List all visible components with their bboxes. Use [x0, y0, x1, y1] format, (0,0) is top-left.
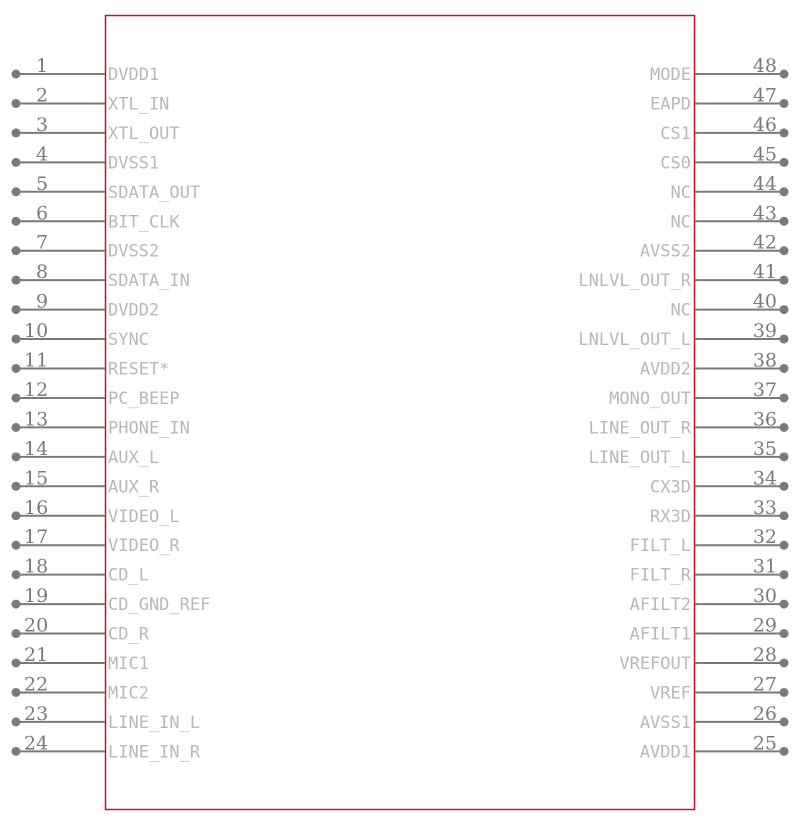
- pin-number: 39: [752, 320, 777, 343]
- pin-end-dot: [12, 335, 21, 344]
- left-pin: [12, 438, 160, 468]
- pin-end-dot: [12, 629, 21, 638]
- left-pin: [12, 291, 160, 321]
- pin-end-dot: [780, 423, 789, 432]
- pin-number: 45: [752, 143, 777, 166]
- pin-number: 22: [24, 673, 49, 696]
- left-pin: [12, 84, 170, 114]
- pin-number: 4: [36, 143, 49, 166]
- pin-number: 46: [752, 113, 777, 136]
- pin-number: 33: [752, 496, 777, 519]
- pin-name: LINE_OUT_R: [588, 418, 691, 439]
- right-pin: [671, 202, 789, 232]
- left-pin: [12, 556, 149, 586]
- pin-number: 11: [24, 349, 49, 372]
- left-pin: [12, 408, 190, 438]
- pin-name: CD_R: [108, 624, 149, 645]
- right-pin: [578, 320, 788, 350]
- pin-name: BIT_CLK: [108, 212, 180, 233]
- pin-end-dot: [12, 570, 21, 579]
- pin-number: 26: [752, 702, 777, 725]
- pin-number: 19: [24, 585, 49, 608]
- pin-number: 17: [24, 526, 49, 549]
- pin-name: AVDD1: [639, 742, 691, 763]
- pin-name: VREFOUT: [619, 654, 691, 674]
- pin-number: 7: [36, 231, 49, 254]
- pin-name: DVSS1: [108, 153, 160, 174]
- right-pin: [660, 114, 788, 144]
- pin-number: 27: [752, 673, 777, 696]
- pin-number: 12: [24, 378, 49, 401]
- pin-number: 9: [36, 290, 49, 313]
- pin-number: 47: [752, 84, 777, 107]
- pin-number: 34: [752, 467, 777, 490]
- pin-end-dot: [12, 423, 21, 432]
- pin-end-dot: [12, 747, 21, 756]
- right-pin: [671, 291, 789, 321]
- left-pin: [12, 261, 190, 291]
- pin-name: DVSS2: [108, 241, 160, 262]
- right-pin: [640, 350, 789, 380]
- pin-number: 40: [752, 290, 777, 313]
- pin-name: FILT_R: [629, 565, 691, 586]
- pin-name: MIC2: [108, 683, 149, 704]
- pin-number: 23: [24, 702, 49, 725]
- right-pin: [671, 173, 789, 203]
- right-pin: [640, 732, 789, 762]
- pin-name: DVDD1: [108, 65, 160, 85]
- pin-end-dot: [12, 276, 21, 285]
- pin-end-dot: [12, 600, 21, 609]
- pin-number: 28: [752, 644, 777, 666]
- pin-end-dot: [12, 70, 21, 79]
- right-pin: [650, 467, 788, 497]
- pin-name: AVDD2: [639, 359, 691, 380]
- pin-end-dot: [780, 688, 789, 697]
- pin-name: LINE_OUT_L: [588, 447, 691, 468]
- pin-end-dot: [780, 158, 789, 167]
- pin-number: 24: [24, 732, 49, 755]
- pin-name: MONO_OUT: [609, 388, 691, 409]
- right-pin: [630, 526, 789, 556]
- right-pin: [578, 261, 788, 291]
- pin-name: EAPD: [650, 94, 691, 115]
- left-pin: [12, 615, 150, 645]
- pin-end-dot: [780, 452, 789, 461]
- pin-name: LINE_IN_R: [108, 742, 201, 763]
- pin-end-dot: [12, 717, 21, 726]
- pin-number: 15: [24, 467, 49, 490]
- left-pin: [12, 526, 181, 556]
- left-pin: [12, 585, 211, 615]
- right-pin: [589, 438, 789, 468]
- left-pin: [12, 379, 180, 409]
- pin-number: 18: [24, 555, 49, 578]
- pin-number: 44: [752, 172, 777, 195]
- pin-end-dot: [780, 600, 789, 609]
- pin-number: 5: [36, 172, 49, 195]
- pin-number: 48: [752, 55, 777, 77]
- pin-number: 1: [36, 55, 49, 77]
- pin-end-dot: [780, 246, 789, 255]
- pin-name: LINE_IN_L: [108, 712, 201, 733]
- ic-body-outline: [106, 16, 695, 810]
- pin-name: RX3D: [650, 506, 691, 527]
- pin-name: XTL_OUT: [108, 123, 180, 144]
- pin-name: AFILT2: [629, 595, 691, 616]
- pin-number: 43: [752, 202, 777, 225]
- pin-name: CS0: [660, 153, 691, 174]
- pin-name: LNLVL_OUT_R: [578, 271, 691, 292]
- right-pin: [609, 379, 788, 409]
- pin-name: SDATA_IN: [108, 271, 190, 292]
- pin-end-dot: [12, 659, 21, 668]
- pin-name: NC: [670, 300, 691, 321]
- left-pin: [12, 232, 160, 262]
- pin-name: MODE: [650, 65, 691, 85]
- pin-end-dot: [780, 570, 789, 579]
- pin-end-dot: [780, 393, 789, 402]
- left-pin: [12, 114, 180, 144]
- right-pin: [589, 408, 789, 438]
- pin-number: 13: [24, 408, 49, 431]
- left-pin: [12, 350, 170, 380]
- pin-name: AVSS1: [639, 712, 691, 733]
- pin-name: AUX_L: [108, 447, 160, 468]
- pin-name: SYNC: [108, 330, 149, 351]
- pin-name: AFILT1: [629, 624, 691, 645]
- pin-end-dot: [780, 747, 789, 756]
- pin-name: RESET*: [108, 359, 170, 380]
- pin-name: CD_L: [108, 565, 149, 586]
- pin-name: CD_GND_REF: [108, 595, 211, 616]
- pin-number: 31: [752, 555, 777, 578]
- pin-name: NC: [670, 182, 691, 203]
- left-pin: [12, 202, 181, 232]
- pin-name: FILT_L: [629, 536, 691, 557]
- pin-name: LNLVL_OUT_L: [578, 330, 691, 351]
- pin-name: CS1: [660, 123, 691, 144]
- pin-number: 21: [24, 644, 49, 666]
- pin-number: 37: [752, 378, 777, 401]
- right-pin: [630, 615, 789, 645]
- pin-number: 2: [36, 84, 49, 107]
- pin-end-dot: [780, 70, 789, 79]
- right-pin: [640, 232, 789, 262]
- pin-end-dot: [780, 629, 789, 638]
- right-pin: [650, 497, 788, 527]
- pin-number: 14: [24, 437, 49, 460]
- pin-end-dot: [780, 335, 789, 344]
- pin-end-dot: [780, 482, 789, 491]
- pin-name: MIC1: [108, 654, 149, 674]
- pin-number: 10: [24, 320, 49, 343]
- pin-end-dot: [12, 364, 21, 373]
- pin-end-dot: [12, 511, 21, 520]
- pin-number: 35: [752, 437, 777, 460]
- left-pin: [12, 467, 160, 497]
- pin-number: 41: [752, 261, 777, 284]
- pin-end-dot: [780, 717, 789, 726]
- left-pin: [12, 644, 149, 674]
- pin-number: 25: [752, 732, 777, 755]
- right-pin: [630, 556, 789, 586]
- pin-name: SDATA_OUT: [108, 182, 201, 203]
- pin-name: DVDD2: [108, 300, 160, 321]
- pin-end-dot: [12, 688, 21, 697]
- pin-end-dot: [12, 217, 21, 226]
- left-pin: [12, 55, 160, 85]
- left-pin-group: [12, 55, 211, 762]
- pin-number: 29: [752, 614, 777, 637]
- pin-end-dot: [12, 99, 21, 108]
- pin-name: PC_BEEP: [108, 388, 180, 409]
- pin-end-dot: [780, 187, 789, 196]
- pin-end-dot: [12, 482, 21, 491]
- pin-number: 3: [36, 113, 49, 136]
- pin-end-dot: [780, 276, 789, 285]
- pin-end-dot: [12, 393, 21, 402]
- right-pin: [630, 585, 789, 615]
- pin-number: 8: [36, 261, 49, 284]
- right-pin: [660, 143, 788, 173]
- right-pin-group: [578, 55, 788, 762]
- right-pin: [650, 673, 788, 703]
- pin-end-dot: [780, 511, 789, 520]
- pin-end-dot: [780, 364, 789, 373]
- pin-name: PHONE_IN: [108, 418, 190, 439]
- pin-end-dot: [780, 305, 789, 314]
- pin-name: AVSS2: [639, 241, 691, 262]
- pin-number: 20: [24, 614, 49, 637]
- right-pin: [619, 644, 788, 674]
- pin-end-dot: [12, 158, 21, 167]
- pin-name: NC: [670, 212, 691, 233]
- left-pin: [12, 320, 149, 350]
- pin-name: VREF: [650, 683, 691, 704]
- right-pin: [650, 84, 788, 114]
- pin-number: 38: [752, 349, 777, 372]
- right-pin: [650, 55, 788, 85]
- pin-name: AUX_R: [108, 477, 160, 498]
- pin-end-dot: [12, 128, 21, 137]
- left-pin: [12, 143, 160, 173]
- pin-end-dot: [780, 541, 789, 550]
- pin-end-dot: [12, 541, 21, 550]
- pin-end-dot: [12, 246, 21, 255]
- right-pin: [640, 703, 789, 733]
- pin-end-dot: [780, 99, 789, 108]
- pin-number: 32: [752, 526, 777, 549]
- pin-name: CX3D: [650, 477, 691, 498]
- pin-number: 36: [752, 408, 777, 431]
- pin-end-dot: [12, 452, 21, 461]
- pin-end-dot: [780, 128, 789, 137]
- left-pin: [12, 497, 180, 527]
- pin-end-dot: [780, 659, 789, 668]
- pin-end-dot: [12, 305, 21, 314]
- left-pin: [12, 673, 149, 703]
- pin-end-dot: [12, 187, 21, 196]
- pin-number: 6: [36, 202, 49, 225]
- pin-name: VIDEO_R: [108, 536, 180, 557]
- pin-name: VIDEO_L: [108, 506, 180, 527]
- pin-name: XTL_IN: [108, 94, 170, 115]
- pin-number: 16: [24, 496, 49, 519]
- pin-end-dot: [780, 217, 789, 226]
- pin-number: 30: [752, 585, 777, 608]
- pin-number: 42: [752, 231, 777, 254]
